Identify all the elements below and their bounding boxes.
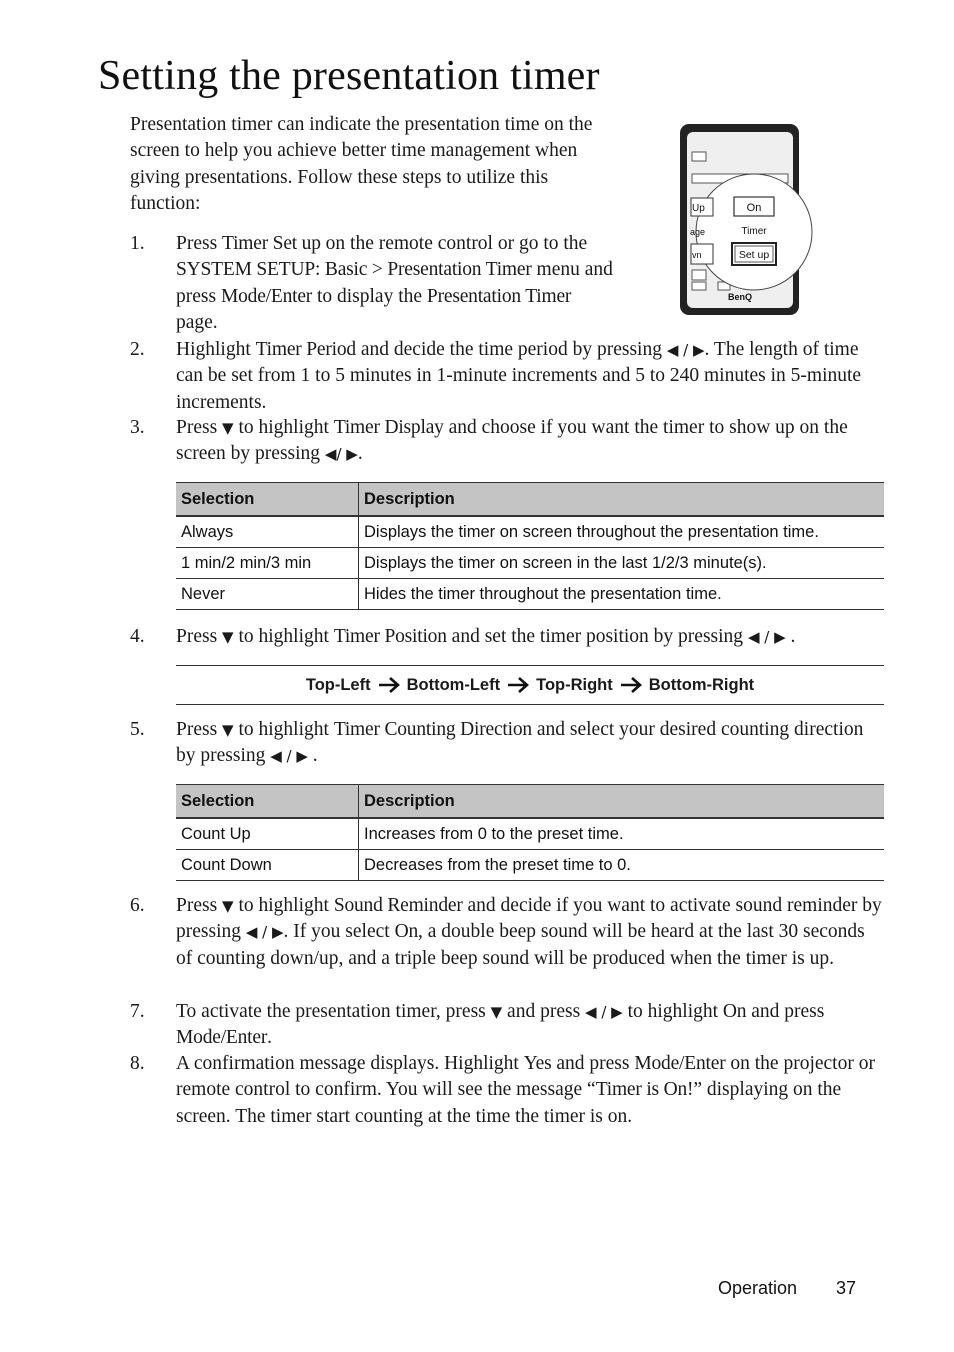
table-header-row — [176, 785, 884, 819]
step-number: 8. — [130, 1053, 145, 1074]
table-cell: Displays the timer on screen in the last 1/2/3 minute(s). — [359, 548, 885, 579]
column-header: Selection — [176, 785, 359, 819]
remote-setup-button: Set up — [738, 249, 770, 261]
timer-display-table — [176, 482, 884, 610]
remote-frag-up: Up — [692, 203, 705, 214]
position-option: Top-Right — [536, 675, 613, 694]
table-row — [176, 579, 884, 610]
step-number: 3. — [130, 417, 145, 438]
table-cell: Decreases from the preset time to 0. — [359, 850, 885, 881]
step-5-text: Press ▼ to highlight Timer Counting Direction and select your desired counting direction by pressing ◀ / ▶ . — [176, 719, 864, 767]
right-arrow-icon — [377, 676, 401, 694]
column-header: Selection — [176, 483, 359, 517]
table-row — [176, 850, 884, 881]
timer-position-sequence — [176, 665, 884, 705]
footer-section-label: Operation — [718, 1278, 798, 1298]
step-3-text: Press ▼ to highlight Timer Display and choose if you want the timer to show up on the screen by pressing ◀/ ▶. — [176, 417, 848, 465]
step-number: 5. — [130, 719, 145, 740]
step-number: 2. — [130, 339, 145, 360]
position-option: Bottom-Left — [406, 675, 501, 694]
table-row — [176, 818, 884, 850]
step-number: 7. — [130, 1001, 145, 1022]
table-cell: Never — [176, 579, 359, 610]
table-cell: Count Up — [176, 818, 359, 850]
remote-brand: BenQ — [727, 292, 753, 302]
table-row — [176, 516, 884, 548]
table-cell: Always — [176, 516, 359, 548]
step-7-text: To activate the presentation timer, press ▼ and press ◀ / ▶ to highlight On and press Mode/Enter. — [176, 1001, 825, 1049]
intro-paragraph: Presentation timer can indicate the presentation time on the screen to help you achieve better time management when giving presentations. Follow these steps to utilize this function: — [130, 114, 593, 214]
page-title: Setting the presentation timer — [98, 53, 600, 99]
remote-on-button: On — [746, 202, 762, 214]
step-4-text: Press ▼ to highlight Timer Position and set the timer position by pressing ◀ / ▶ . — [176, 626, 796, 647]
table-header-row — [176, 483, 884, 517]
table-cell: Hides the timer throughout the presentation time. — [359, 579, 885, 610]
step-number: 4. — [130, 626, 145, 647]
right-arrow-icon — [619, 676, 643, 694]
table-row — [176, 548, 884, 579]
table-cell: Increases from 0 to the preset time. — [359, 818, 885, 850]
remote-frag-dn: vn — [692, 250, 702, 260]
remote-timer-label: Timer — [741, 226, 767, 237]
page-number: 37 — [836, 1278, 857, 1298]
column-header: Description — [359, 785, 885, 819]
step-number: 6. — [130, 895, 145, 916]
step-6-text: Press ▼ to highlight Sound Reminder and decide if you want to activate sound reminder by pressing ◀ / ▶. If you select On, a double beep sound will be heard at the last 30 seconds of counting down/up, and a triple beep sound will be produced when the timer is up. — [176, 895, 882, 969]
position-option: Top-Left — [305, 675, 371, 694]
table-cell: Count Down — [176, 850, 359, 881]
table-cell: 1 min/2 min/3 min — [176, 548, 359, 579]
step-2-text: Highlight Timer Period and decide the time period by pressing ◀ / ▶. The length of time can be set from 1 to 5 minutes in 1-minute increments and 5 to 240 minutes in 5-minute increments. — [176, 339, 862, 413]
right-arrow-icon — [506, 676, 530, 694]
step-number: 1. — [130, 233, 145, 254]
column-header: Description — [359, 483, 885, 517]
position-option: Bottom-Right — [648, 675, 755, 694]
table-cell: Displays the timer on screen throughout the presentation time. — [359, 516, 885, 548]
counting-direction-table — [176, 784, 884, 881]
step-8-text: A confirmation message displays. Highlight Yes and press Mode/Enter on the projector or remote control to confirm. You will see the message “Timer is On!” displaying on the screen. The timer start counting at the time the timer is on. — [176, 1053, 875, 1127]
step-1-text: Press Timer Set up on the remote control or go to the SYSTEM SETUP: Basic > Presentation Timer menu and press Mode/Enter to display the Presentation Timer page. — [176, 233, 613, 333]
remote-frag-page: age — [690, 227, 706, 237]
remote-control-illustration — [678, 122, 818, 318]
